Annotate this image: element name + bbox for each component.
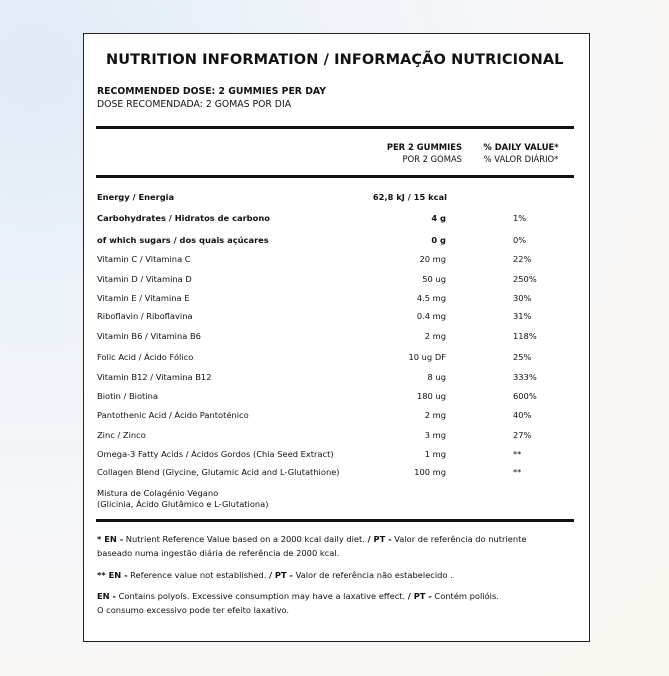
nutrient-amount: 4.5 mg	[416, 293, 446, 303]
nutrient-label: Zinc / Zinco	[97, 430, 146, 440]
fn1-pt-text-a: Valor de referência do nutriente	[391, 534, 527, 544]
fn3-pt-tag: / PT -	[407, 591, 432, 601]
nutrient-row	[97, 212, 567, 224]
nutrient-daily-value: 22%	[513, 254, 532, 264]
nutrient-label: Omega-3 Fatty Acids / Ácidos Gordos (Chia Seed Extract)	[97, 449, 334, 459]
nutrient-daily-value: 30%	[513, 293, 532, 303]
nutrient-amount: 2 mg	[424, 410, 446, 420]
collagen-pt-line1: Mistura de Colagénio Vegano	[97, 488, 219, 498]
nutrient-amount: 8 ug	[427, 372, 446, 382]
dv-pt: % VALOR DIÁRIO*	[483, 154, 559, 164]
nutrient-row	[97, 351, 567, 363]
fn3-en-text: Contains polyols. Excessive consumption may have a laxative effect.	[115, 591, 408, 601]
nutrient-amount: 4 g	[431, 213, 446, 223]
nutrient-label: Biotin / Biotina	[97, 391, 158, 401]
nutrient-label: Pantothenic Acid / Ácido Pantoténico	[97, 410, 249, 420]
divider-bottom	[96, 519, 574, 522]
fn1-en-tag: * EN -	[97, 534, 124, 544]
fn3-pt-text-a: Contém polióis.	[431, 591, 499, 601]
nutrient-row	[97, 234, 567, 246]
nutrient-daily-value: 31%	[513, 311, 532, 321]
nutrient-label: Collagen Blend (Glycine, Glutamic Acid and L-Glutathione)	[97, 467, 340, 477]
per-serving-header	[354, 141, 462, 165]
divider-top	[96, 126, 574, 129]
nutrient-row	[97, 273, 567, 285]
nutrient-daily-value: 0%	[513, 235, 527, 245]
fn1-pt-text-b: baseado numa ingestão diária de referência de 2000 kcal.	[97, 548, 340, 558]
nutrient-row	[97, 409, 567, 421]
nutrient-daily-value: 600%	[513, 391, 537, 401]
nutrient-label: Vitamin B6 / Vitamina B6	[97, 331, 201, 341]
nutrient-amount: 2 mg	[424, 331, 446, 341]
divider-header	[96, 175, 574, 178]
nutrient-amount: 0 g	[431, 235, 446, 245]
energy-row	[97, 191, 567, 203]
fn2-pt-text: Valor de referência não estabelecido .	[292, 570, 453, 580]
nutrient-row	[97, 466, 567, 478]
nutrient-daily-value: 118%	[513, 331, 537, 341]
nutrient-row	[97, 429, 567, 441]
dose-en: RECOMMENDED DOSE: 2 GUMMIES PER DAY	[97, 86, 326, 97]
nutrient-label: Folic Acid / Ácido Fólico	[97, 352, 194, 362]
fn2-en-tag: ** EN -	[97, 570, 128, 580]
collagen-pt	[97, 488, 269, 510]
nutrient-row	[97, 390, 567, 402]
footnote-1	[97, 532, 577, 560]
collagen-pt-line2: (Glicinia, Ácido Glutâmico e L-Glutationa)	[97, 499, 269, 509]
nutrient-row	[97, 292, 567, 304]
nutrient-amount: 180 ug	[417, 391, 446, 401]
per-pt: POR 2 GOMAS	[402, 154, 462, 164]
nutrient-daily-value: 25%	[513, 352, 532, 362]
energy-label: Energy / Energia	[97, 192, 175, 202]
nutrient-daily-value: 1%	[513, 213, 527, 223]
nutrient-label: Vitamin D / Vitamina D	[97, 274, 192, 284]
fn1-pt-tag: / PT -	[367, 534, 392, 544]
nutrient-amount: 0.4 mg	[416, 311, 446, 321]
nutrient-label: of which sugars / dos quais açúcares	[97, 235, 269, 245]
energy-amount: 62,8 kJ / 15 kcal	[372, 192, 447, 202]
nutrient-row	[97, 310, 567, 322]
nutrient-row	[97, 330, 567, 342]
fn2-en-text: Reference value not established.	[127, 570, 269, 580]
nutrient-daily-value: 27%	[513, 430, 532, 440]
nutrient-amount: 1 mg	[424, 449, 446, 459]
nutrition-panel	[83, 33, 590, 642]
panel-title: NUTRITION INFORMATION / INFORMAÇÃO NUTRICIONAL	[106, 52, 564, 68]
dose-pt: DOSE RECOMENDADA: 2 GOMAS POR DIA	[97, 99, 292, 110]
nutrient-daily-value: 250%	[513, 274, 537, 284]
nutrient-amount: 10 ug DF	[408, 352, 446, 362]
dv-en: % DAILY VALUE*	[483, 142, 559, 152]
nutrient-row	[97, 253, 567, 265]
nutrient-label: Vitamin C / Vitamina C	[97, 254, 191, 264]
nutrient-label: Riboflavin / Riboflavina	[97, 311, 193, 321]
nutrient-amount: 20 mg	[419, 254, 446, 264]
fn1-en-text: Nutrient Reference Value based on a 2000 kcal daily diet.	[123, 534, 368, 544]
nutrient-amount: 100 mg	[414, 467, 446, 477]
nutrient-amount: 3 mg	[424, 430, 446, 440]
nutrient-daily-value: **	[513, 449, 522, 459]
footnote-2	[97, 568, 577, 582]
nutrient-row	[97, 448, 567, 460]
fn2-pt-tag: / PT -	[268, 570, 293, 580]
nutrient-label: Vitamin B12 / Vitamina B12	[97, 372, 212, 382]
nutrient-daily-value: **	[513, 467, 522, 477]
nutrient-label: Vitamin E / Vitamina E	[97, 293, 190, 303]
fn3-en-tag: EN -	[97, 591, 116, 601]
nutrient-label: Carbohydrates / Hidratos de carbono	[97, 213, 270, 223]
nutrient-amount: 50 ug	[422, 274, 446, 284]
nutrient-row	[97, 371, 567, 383]
per-en: PER 2 GUMMIES	[386, 142, 462, 152]
fn3-pt-text-b: O consumo excessivo pode ter efeito laxativo.	[97, 605, 289, 615]
nutrient-daily-value: 40%	[513, 410, 532, 420]
footnote-3	[97, 589, 577, 617]
nutrient-daily-value: 333%	[513, 372, 537, 382]
daily-value-header	[476, 141, 566, 165]
